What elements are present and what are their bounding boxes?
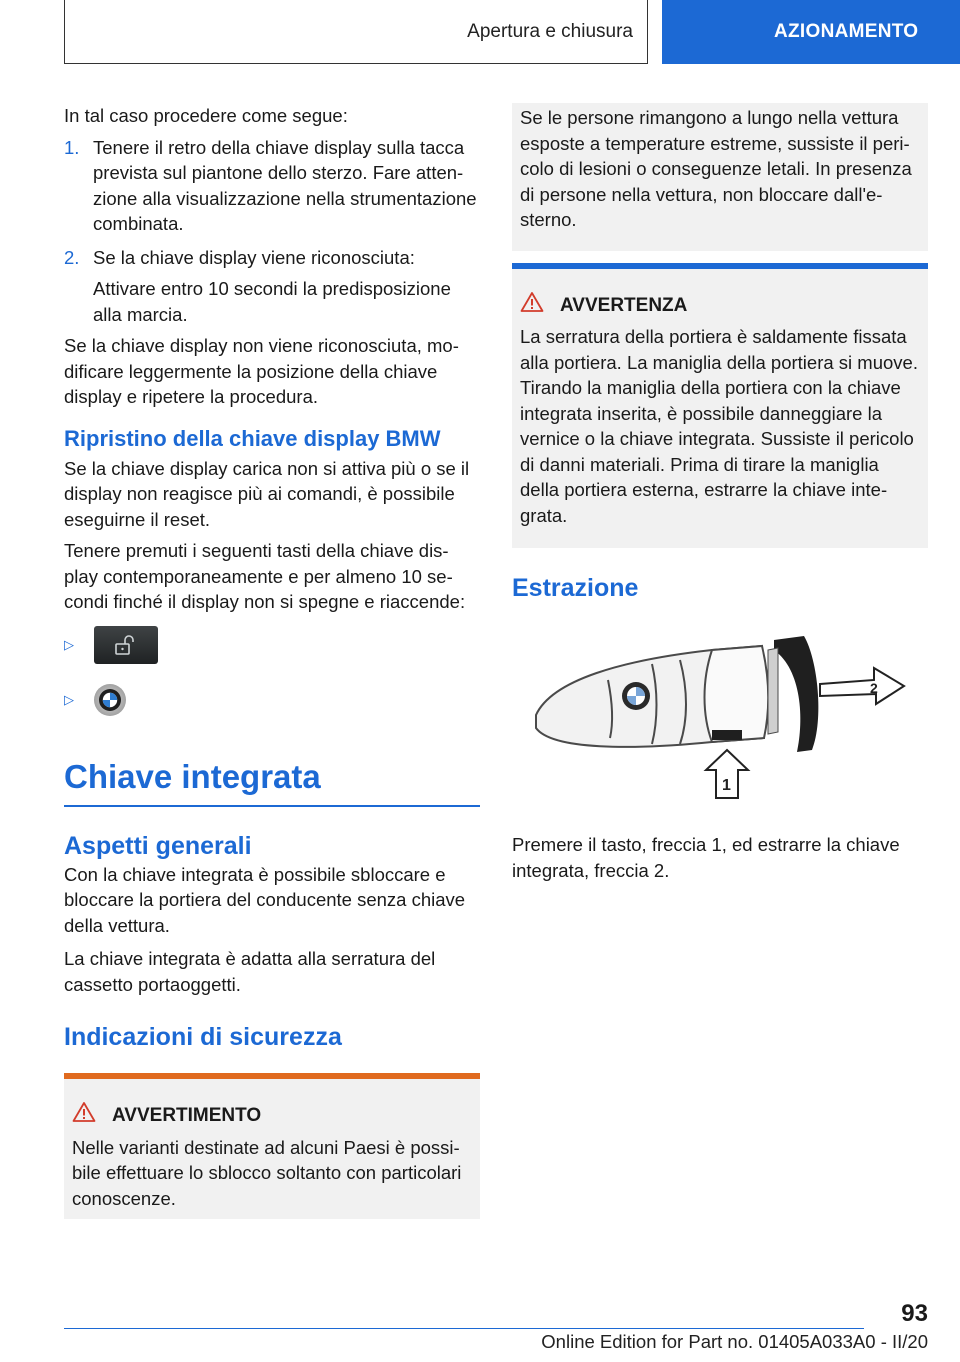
intro-text: In tal caso procedere come segue: (64, 105, 348, 126)
warning-title: AVVERTIMENTO (112, 1105, 262, 1126)
warning-box (64, 1073, 480, 1219)
step-text: Se la chiave display viene riconosciuta: (93, 246, 415, 268)
general-paragraph-2: La chiave integrata è adatta alla serratura del cassetto portaoggetti. (64, 948, 436, 995)
warning-header (64, 1079, 480, 1135)
arrow-1-label: 1 (722, 777, 731, 794)
key-extraction-illustration (512, 620, 928, 810)
footer-rule (64, 1328, 864, 1329)
caution-header (512, 269, 928, 325)
arrow-2-label: 2 (870, 680, 878, 696)
continued-warning-text: Se le persone rimangono a lungo nella vettura esposte a temperature estreme, sussiste il peri- colo di lesioni o conseguenze letali. In presenza di persone nella vettura, non bloccare dall'e- sterno. (520, 107, 912, 230)
step-2-sub: Attivare entro 10 secondi la predisposizione alla marcia. (93, 278, 451, 325)
page-number: 93 (901, 1300, 928, 1327)
general-paragraph-1: Con la chiave integrata è possibile sbloccare e bloccare la portiera del conducente senza chiave della vettura. (64, 863, 466, 936)
key-bmw-row (64, 678, 480, 723)
reset-heading: Ripristino della chiave display BMW (64, 425, 441, 451)
warning-triangle-icon (72, 1101, 112, 1131)
left-column (64, 103, 480, 1219)
extract-text: Premere il tasto, freccia 1, ed estrarre la chiave integrata, freccia 2. (512, 834, 900, 881)
caution-box (512, 263, 928, 549)
steps-list (64, 135, 480, 237)
step-number: 1. (64, 136, 80, 158)
main-heading: Chiave integrata (64, 757, 321, 795)
general-heading: Aspetti generali (64, 831, 252, 860)
unlock-key-button-icon (94, 626, 158, 664)
reset-paragraph-2: Tenere premuti i seguenti tasti della chiave dis- play contemporaneamente e per almeno 10 se- condi finché il display non si spegne e riaccende: (64, 540, 466, 612)
list-marker: ▷ (64, 637, 74, 653)
heading-rule (64, 805, 480, 807)
step-number: 2. (64, 246, 80, 268)
step-1 (64, 135, 480, 237)
warning-triangle-icon (520, 291, 560, 321)
caution-title: AVVERTENZA (560, 294, 688, 316)
key-unlock-row (64, 623, 480, 668)
footer-edition: Online Edition for Part no. 01405A033A0 - II/20 (541, 1331, 928, 1352)
bmw-logo-button-icon (94, 684, 126, 716)
header-section: Apertura e chiusura (64, 0, 648, 64)
reset-paragraph-1: Se la chiave display carica non si attiva più o se il display non reagisce più ai comandi, è possibile eseguirne il reset. (64, 457, 470, 530)
after-steps-text: Se la chiave display non viene riconosciuta, mo- dificare leggermente la posizione della chiave display e ripetere la procedura. (64, 335, 459, 407)
continued-warning-box (512, 103, 928, 251)
step-2 (64, 245, 480, 271)
list-marker: ▷ (64, 692, 74, 708)
step-text: Tenere il retro della chiave display sulla tacca prevista sul piantone dello sterzo. Fare atten- zione alla visualizzazione nella strumentazione combinata. (93, 136, 477, 234)
steps-list-2 (64, 245, 480, 271)
caution-text: La serratura della portiera è saldamente fissata alla portiera. La maniglia della portiera si muove. Tirando la maniglia della portiera con la chiave integrata inserita, è possibile danneggiare la vernice o la chiave integrata. Sussiste il pericolo di danni materiali. Prima di tirare la maniglia della portiera esterna, estrarre la chiave inte- grata. (520, 326, 918, 526)
header-chapter: AZIONAMENTO (662, 0, 960, 64)
safety-heading: Indicazioni di sicurezza (64, 1023, 342, 1051)
right-column (512, 103, 928, 883)
warning-text: Nelle varianti destinate ad alcuni Paesi è possi- bile effettuare lo sblocco soltanto con particolari conoscenze. (72, 1136, 462, 1209)
extract-heading: Estrazione (512, 574, 639, 602)
